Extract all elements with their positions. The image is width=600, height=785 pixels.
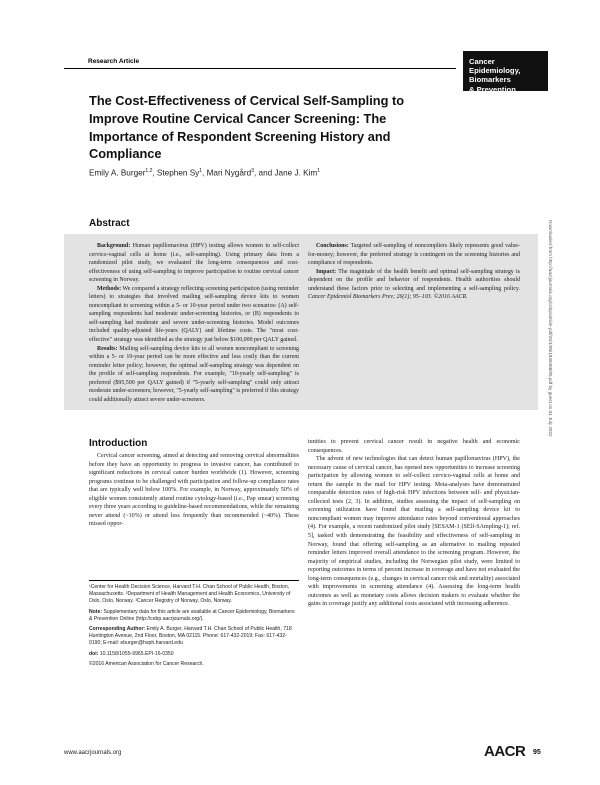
download-watermark xyxy=(546,220,554,600)
copyright: ©2016 American Association for Cancer Research. xyxy=(89,660,204,667)
citation: Cancer Epidemiol Biomarkers Prev; 26(1); 95–103. ©2016 AACR. xyxy=(308,294,468,301)
abstract-results xyxy=(89,345,299,405)
corr-text: Emily A. Burger, Harvard T.H. Chan School of Public Health, 718 Huntington Avenue, 2nd Floor, Boston, MA 02115. Phone: 617-432-2019; Fax: 617-432-0190; E-mail: eburger@hsph.harvard.edu xyxy=(89,626,292,647)
affiliation-mark: 3 xyxy=(251,168,254,174)
abstract-left-column xyxy=(89,242,299,404)
doi-label: doi: xyxy=(89,650,99,657)
journal-name-line: Biomarkers xyxy=(469,75,511,85)
section-label: Results: xyxy=(97,345,118,352)
body-paragraph: The advent of new technologies that can detect human papillomavirus (HPV), the necessary cause of cervical cancer, has opened new opportunities to increase screening participation by allowing women to self-collect cervico-vaginal cells at home and return the sample in the mail for HPV testing. Meta-analyses have demonstrated comparable detection rates of high-risk HPV infections between self- and physician-collected tests (2, 3). In addition, studies assessing the impact of self-sampling on screening utilization have found that mailing a self-sampling device kit to noncompliant women may improve attendance rates beyond conventional approaches (4). For example, a recent randomized pilot study [SESAM-1 (SElf-SAmpling-1); ref. 5], tasked with demonstrating the feasibility and effectiveness of self-sampling in Norway, found that offering self-sampling as an alternative to mailing repeated reminder letters improved overall attendance to the screening program. However, the majority of empirical studies, including the Norwegian pilot study, were limited to reporting outcomes in terms of percent increase in coverage and have not evaluated the long-term consequences (e.g., changes in cervical cancer risk and mortality) associated with improvements in screening attendance (4). Assessing the long-term health outcomes as well as monetary costs allows decision makers to evaluate whether the gains in coverage justify any additional costs associated with increasing adherence. xyxy=(308,456,520,608)
note-label: Note: xyxy=(89,608,103,615)
journal-name-line: & Prevention xyxy=(469,84,516,94)
author-name[interactable]: Emily A. Burger xyxy=(89,168,146,178)
corr-label: Corresponding Author: xyxy=(89,626,146,633)
abstract-right-column xyxy=(308,242,520,302)
abstract-background xyxy=(89,242,299,285)
author-list xyxy=(89,168,320,178)
abstract-text: The magnitude of the health benefit and optimal self-sampling strategy is dependent on the profile and behavior of respondents. Health authorities should understand these factors prior to selecting and implementing a self-sampling policy. xyxy=(308,268,520,292)
supplementary-note xyxy=(89,609,299,623)
journal-name-line: Cancer xyxy=(469,57,495,66)
footnotes xyxy=(89,584,299,671)
author-name[interactable]: , Stephen Sy xyxy=(152,168,200,178)
journal-logo-box xyxy=(463,51,548,94)
abstract-heading: Abstract xyxy=(89,218,130,229)
page-number: 95 xyxy=(533,749,541,756)
body-paragraph: Cervical cancer screening, aimed at detecting and removing cervical abnormalities before they have an opportunity to progress to invasive cancer, has contributed to significant reductions in cervical cancer burden worldwide (1). However, screening programs continue to be challenged with participation and follow-up compliance rates that are typically well below 100%. For example, in Norway, approximately 50% of eligible women consistently attend routine cytology-based (i.e., Pap smear) screening every three years according to guideline-based recommendations, while the remaining never attend (~10%) or attend less frequently than recommended (~40%). These missed oppor- xyxy=(89,453,299,528)
section-label: Conclusions: xyxy=(316,243,349,249)
footnote-rule xyxy=(89,580,299,581)
author-name[interactable]: , Mari Nygård xyxy=(202,168,252,178)
abstract-text: Mailing self-sampling device kits to all women noncompliant to screening within a 5- or 10-year period can be more effective and less costly than the current reminder letter policy; however, the optimal self-sampling strategy was dependent on the profile of self-sampling respondents. For example, "10-yearly self-sampling" is preferred ($95,500 per QALY gained) if "5-yearly self-sampling" could only attract moderate under-screeners; however, "5-yearly self-sampling" is preferred if this strategy could additionally attract severe under-screeners. xyxy=(89,345,300,403)
abstract-conclusions xyxy=(308,242,520,268)
introduction-heading: Introduction xyxy=(89,438,148,449)
affiliation-mark: 1,2 xyxy=(145,168,153,174)
doi-line xyxy=(89,651,299,658)
corresponding-author xyxy=(89,626,299,648)
body-right-column xyxy=(308,438,520,609)
affiliations: ¹Center for Health Decision Science, Harvard T.H. Chan School of Public Health, Boston, Massachusetts. ²Department of Health Management and Health Economics, University of Oslo, Oslo, Norway. ³Cancer Registry of Norway, Oslo, Norway. xyxy=(89,584,291,605)
section-label: Background: xyxy=(97,243,131,249)
body-left-column xyxy=(89,452,299,529)
body-paragraph: tunities to prevent cervical cancer result in negative health and economic consequences. xyxy=(308,439,520,454)
section-label: Impact: xyxy=(316,268,337,275)
abstract-impact xyxy=(308,268,520,302)
journal-name-line: Epidemiology, xyxy=(469,66,521,76)
abstract-methods xyxy=(89,285,299,345)
affiliation-mark: 1 xyxy=(199,168,203,174)
article-title: The Cost-Effectiveness of Cervical Self-Sampling to Improve Routine Cervical Cancer Screening: The Importance of Respondent Screening History and Compliance xyxy=(89,93,405,162)
aacr-logo: AACR xyxy=(484,743,526,760)
abstract-text: Targeted self-sampling of noncompliers likely represents good value-for-money; however, the preferred strategy is contingent on the screening histories and compliance of respondents. xyxy=(308,243,520,267)
doi-link[interactable]: 10.1158/1055-9965.EPI-16-0350 xyxy=(99,650,174,657)
journal-url[interactable]: www.aacrjournals.org xyxy=(64,750,122,756)
note-text: Supplementary data for this article are available at Cancer Epidemiology, Biomarkers & Prevention Online (http://cebp.aacrjournals.org/). xyxy=(89,608,295,622)
affiliation-mark: 1 xyxy=(317,168,321,174)
article-type-label: Research Article xyxy=(88,58,140,65)
abstract-text: Human papillomavirus (HPV) testing allows women to self-collect cervico-vaginal cells at home (i.e., self-sampling). Using primary data from a randomized pilot study, we evaluated the long-term consequences and cost-effectiveness of using self-sampling to improve participation to routine cervical cancer screening in Norway. xyxy=(89,243,299,284)
download-watermark-text: Downloaded from http://aacrjournals.org/cebp/article-pdf/26/1/95/1849406/95.pdf by guest on 01 July 2022 xyxy=(548,220,553,437)
section-label: Methods: xyxy=(97,285,122,292)
author-name[interactable]: , and Jane J. Kim xyxy=(253,168,318,178)
abstract-text: We compared a strategy reflecting screening participation (using reminder letters) to strategies that involved mailing self-sampling device kits to women noncompliant to screening within a 5- or 10-year period under two scenarios: (A) self-sampling respondents had moderate under-screening histories, or (B) respondents to self-sampling had moderate and severe under-screening histories. Model outcomes included quality-adjusted life-years (QALY) and lifetime costs. The "most cost-effective" strategy was identified as the strategy just below $100,000 per QALY gained. xyxy=(89,285,299,344)
